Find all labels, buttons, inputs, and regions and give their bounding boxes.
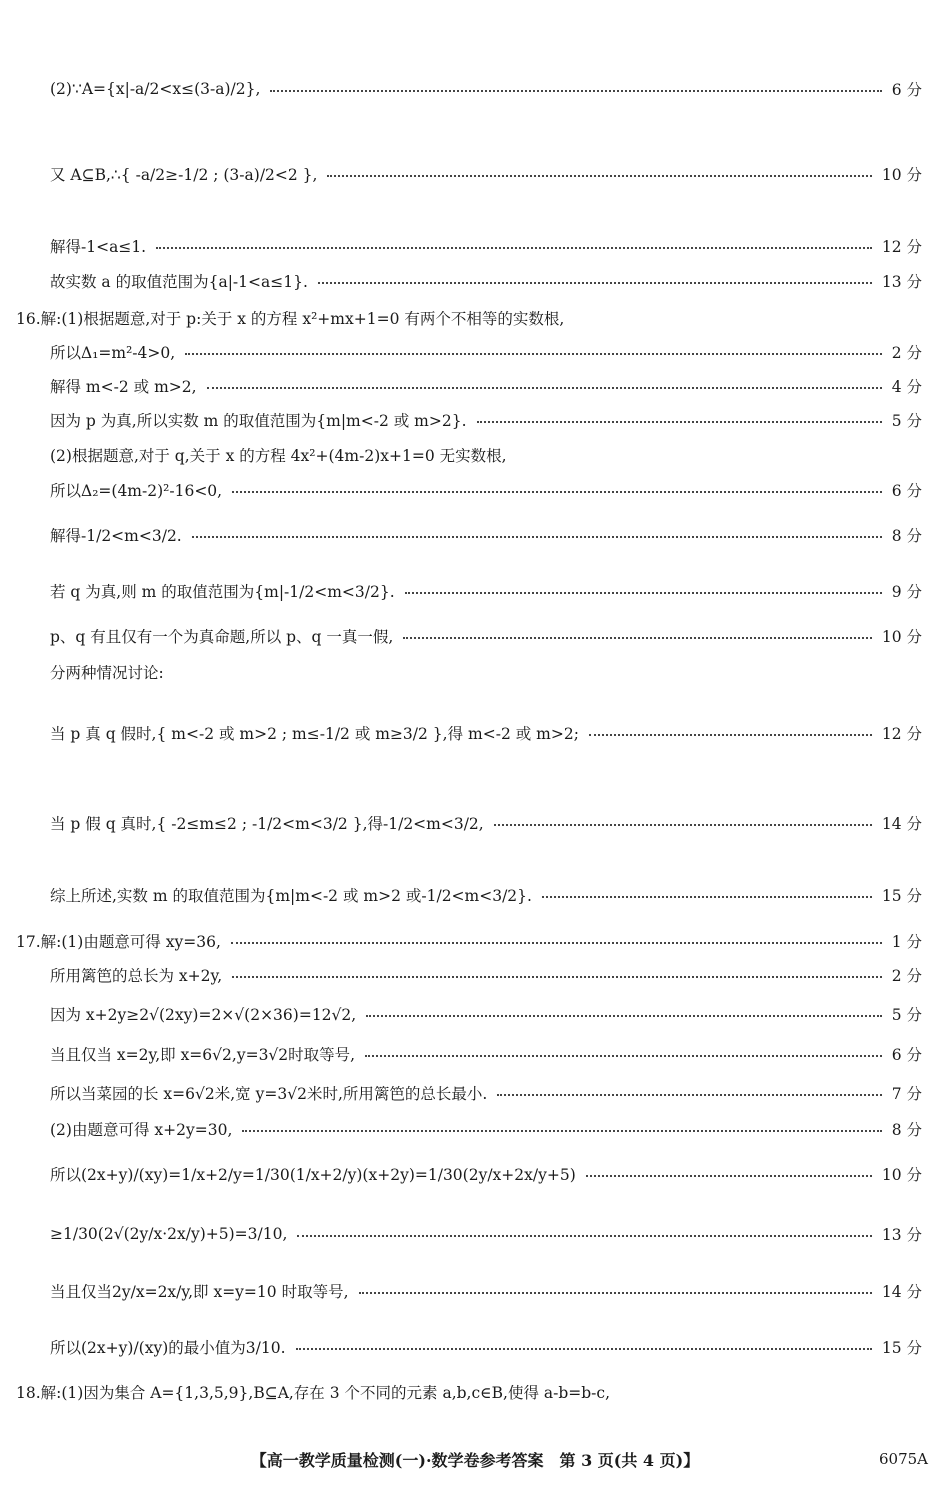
- line-text: 因为 x+2y≥2√(2xy)=2×√(2×36)=12√2,: [50, 1006, 357, 1024]
- line-text: 所以当菜园的长 x=6√2米,宽 y=3√2米时,所用篱笆的总长最小.: [50, 1085, 488, 1103]
- score-label: 2 分: [891, 967, 922, 985]
- line-text: 所用篱笆的总长为 x+2y,: [50, 967, 223, 985]
- line-5: [16, 307, 922, 329]
- line-28: [16, 1381, 922, 1403]
- line-10: [50, 479, 922, 501]
- score-label: 6 分: [891, 1046, 922, 1064]
- score-label: 5 分: [891, 1006, 922, 1024]
- score-label: 6 分: [891, 482, 922, 500]
- dot-leader: [365, 1055, 882, 1057]
- dot-leader: [270, 90, 881, 92]
- dot-leader: [232, 491, 882, 493]
- line-12: [50, 580, 922, 602]
- page-footer: [0, 1448, 950, 1471]
- line-text: (2)根据题意,对于 q,关于 x 的方程 4x²+(4m-2)x+1=0 无实数根,: [50, 447, 507, 465]
- line-text: 因为 p 为真,所以实数 m 的取值范围为{m|m<-2 或 m>2}.: [50, 412, 467, 430]
- line-text: 故实数 a 的取值范围为{a|-1<a≤1}.: [50, 273, 308, 291]
- score-label: 7 分: [891, 1085, 922, 1103]
- line-11: [50, 524, 922, 546]
- line-8: [50, 409, 922, 431]
- line-text: 当且仅当 x=2y,即 x=6√2,y=3√2时取等号,: [50, 1046, 356, 1064]
- dot-leader: [494, 824, 872, 826]
- dot-leader: [586, 1175, 872, 1177]
- line-text: 解得-1<a≤1.: [50, 238, 147, 256]
- score-label: 4 分: [891, 378, 922, 396]
- line-22: [50, 1082, 922, 1104]
- line-26: [50, 1280, 922, 1302]
- dot-leader: [318, 282, 872, 284]
- dot-leader: [185, 353, 882, 355]
- line-text: 解得-1/2<m<3/2.: [50, 527, 182, 545]
- dot-leader: [359, 1292, 872, 1294]
- score-label: 15 分: [881, 887, 922, 905]
- score-label: 5 分: [891, 412, 922, 430]
- line-19: [50, 964, 922, 986]
- score-label: 13 分: [881, 273, 922, 291]
- score-label: 13 分: [881, 1226, 922, 1244]
- dot-leader: [297, 1235, 871, 1237]
- dot-leader: [589, 734, 872, 736]
- dot-leader: [207, 387, 882, 389]
- score-label: 8 分: [891, 1121, 922, 1139]
- line-9: [50, 444, 922, 466]
- score-label: 12 分: [881, 238, 922, 256]
- line-13: [50, 625, 922, 647]
- line-text: 当且仅当2y/x=2x/y,即 x=y=10 时取等号,: [50, 1283, 349, 1301]
- footer-code: 6075A: [878, 1450, 928, 1468]
- line-27: [50, 1336, 922, 1358]
- dot-leader: [327, 175, 871, 177]
- line-text: (2)由题意可得 x+2y=30,: [50, 1121, 233, 1139]
- score-label: 9 分: [891, 583, 922, 601]
- line-14: [50, 661, 922, 683]
- score-label: 2 分: [891, 344, 922, 362]
- line-25: [50, 1223, 922, 1245]
- line-text: 分两种情况讨论:: [50, 664, 164, 682]
- line-text: 又 A⊆B,∴{ -a/2≥-1/2 ; (3-a)/2<2 },: [50, 166, 318, 184]
- line-23: [50, 1118, 922, 1140]
- score-label: 14 分: [881, 815, 922, 833]
- line-6: [50, 341, 922, 363]
- dot-leader: [542, 896, 872, 898]
- line-text: 18.解:(1)因为集合 A={1,3,5,9},B⊆A,存在 3 个不同的元素 a,b,c∈B,使得 a-b=b-c,: [16, 1384, 611, 1402]
- dot-leader: [231, 942, 882, 944]
- score-label: 10 分: [881, 628, 922, 646]
- line-text: 解得 m<-2 或 m>2,: [50, 378, 197, 396]
- line-text: (2)∵A={x|-a/2<x≤(3-a)/2},: [50, 80, 261, 98]
- dot-leader: [403, 637, 872, 639]
- line-text: ≥1/30(2√(2y/x·2x/y)+5)=3/10,: [50, 1225, 288, 1243]
- line-3: [50, 235, 922, 257]
- line-1: [50, 78, 922, 100]
- dot-leader: [497, 1094, 881, 1096]
- line-text: 当 p 假 q 真时,{ -2≤m≤2 ; -1/2<m<3/2 },得-1/2<m<3/2,: [50, 815, 484, 833]
- line-16: [50, 812, 922, 834]
- dot-leader: [242, 1130, 881, 1132]
- line-18: [16, 930, 922, 952]
- footer-title: 【高一教学质量检测(一)·数学卷参考答案 第 3 页(共 4 页)】: [250, 1451, 700, 1470]
- line-20: [50, 1003, 922, 1025]
- line-text: 若 q 为真,则 m 的取值范围为{m|-1/2<m<3/2}.: [50, 583, 395, 601]
- line-4: [50, 270, 922, 292]
- line-15: [50, 722, 922, 744]
- line-21: [50, 1043, 922, 1065]
- score-label: 1 分: [891, 933, 922, 951]
- line-2: [50, 163, 922, 185]
- line-text: 所以(2x+y)/(xy)的最小值为3/10.: [50, 1339, 286, 1357]
- line-text: 当 p 真 q 假时,{ m<-2 或 m>2 ; m≤-1/2 或 m≥3/2 },得 m<-2 或 m>2;: [50, 725, 579, 743]
- score-label: 6 分: [891, 81, 922, 99]
- line-24: [50, 1163, 922, 1185]
- score-label: 15 分: [881, 1339, 922, 1357]
- dot-leader: [192, 536, 882, 538]
- line-text: p、q 有且仅有一个为真命题,所以 p、q 一真一假,: [50, 628, 394, 646]
- score-label: 14 分: [881, 1283, 922, 1301]
- line-text: 综上所述,实数 m 的取值范围为{m|m<-2 或 m>2 或-1/2<m<3/2}.: [50, 887, 532, 905]
- score-label: 10 分: [881, 1166, 922, 1184]
- dot-leader: [296, 1348, 872, 1350]
- dot-leader: [232, 976, 882, 978]
- line-text: 17.解:(1)由题意可得 xy=36,: [16, 933, 221, 951]
- score-label: 12 分: [881, 725, 922, 743]
- line-text: 所以Δ₂=(4m-2)²-16<0,: [50, 482, 223, 500]
- line-text: 所以Δ₁=m²-4>0,: [50, 344, 176, 362]
- line-7: [50, 375, 922, 397]
- line-17: [50, 884, 922, 906]
- line-text: 16.解:(1)根据题意,对于 p:关于 x 的方程 x²+mx+1=0 有两个不相等的实数根,: [16, 310, 565, 328]
- dot-leader: [405, 592, 882, 594]
- score-label: 8 分: [891, 527, 922, 545]
- dot-leader: [366, 1015, 881, 1017]
- dot-leader: [156, 247, 872, 249]
- dot-leader: [477, 421, 882, 423]
- line-text: 所以(2x+y)/(xy)=1/x+2/y=1/30(1/x+2/y)(x+2y)=1/30(2y/x+2x/y+5): [50, 1166, 576, 1184]
- score-label: 10 分: [881, 166, 922, 184]
